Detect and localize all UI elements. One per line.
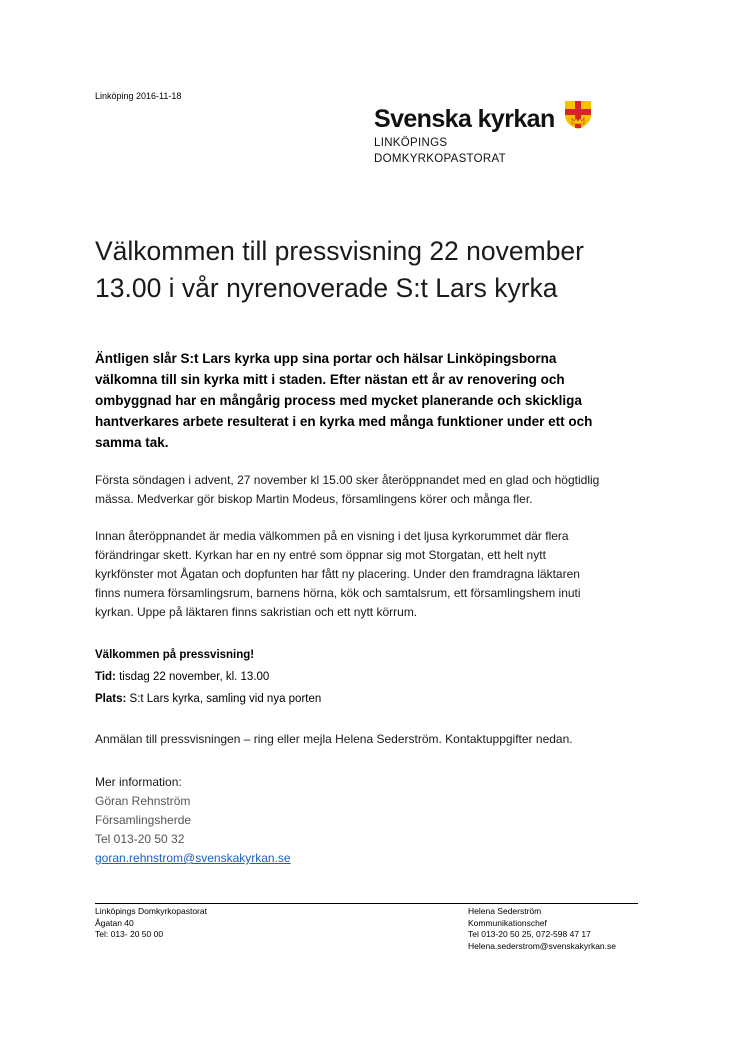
paragraph-line: Första söndagen i advent, 27 november kl 15.00 sker återöppnandet med en glad och högtidlig	[95, 473, 600, 487]
body-paragraph-visit	[95, 527, 665, 622]
paragraph-line: förändringar skett. Kyrkan har en ny entré som öppnar sig mot Storgatan, ett helt nytt	[95, 548, 546, 562]
logo-subtitle-2: DOMKYRKOPASTORAT	[374, 153, 506, 165]
footer-line: Helena.sederstrom@svenskakyrkan.se	[468, 940, 616, 951]
footer-line: Tel 013-20 50 25, 072-598 47 17	[468, 929, 591, 939]
logo-name: Svenska kyrkan	[374, 105, 555, 133]
lead-line: samma tak.	[95, 435, 169, 450]
time-value: tisdag 22 november, kl. 13.00	[115, 671, 270, 683]
contact-name: Göran Rehnström	[95, 794, 191, 808]
lead-line: ombyggnad har en mångårig process med mycket planerande och skickliga	[95, 393, 582, 408]
document-date: Linköping 2016-11-18	[95, 91, 182, 101]
logo-subtitle-1: LINKÖPINGS	[374, 137, 448, 149]
place-label: Plats:	[95, 693, 127, 705]
footer-contact	[468, 906, 616, 952]
press-viewing-info	[95, 644, 655, 710]
footer-line: Ågatan 40	[95, 917, 134, 928]
lead-line: välkomna till sin kyrka mitt i staden. Efter nästan ett år av renovering och	[95, 372, 565, 387]
footer-line: Helena Sederström	[468, 906, 542, 916]
footer-line: Tel: 013- 20 50 00	[95, 929, 164, 939]
footer-divider	[95, 903, 638, 904]
paragraph-line: Innan återöppnandet är media välkommen på en visning i det ljusa kyrkorummet där flera	[95, 529, 569, 543]
lead-paragraph	[95, 348, 655, 453]
svenska-kyrkan-logo	[374, 104, 593, 167]
lead-line: hantverkares arbete resulterat i en kyrka med många funktioner under ett och	[95, 414, 593, 429]
info-heading: Välkommen på pressvisning!	[95, 649, 255, 661]
paragraph-line: mässa. Medverkar gör biskop Martin Modeus, församlingens körer och många fler.	[95, 492, 533, 506]
footer-address	[95, 906, 207, 941]
title-line: Välkommen till pressvisning 22 november	[95, 236, 584, 266]
more-info-heading: Mer information:	[95, 775, 182, 789]
church-shield-icon	[563, 100, 593, 135]
contact-email-link[interactable]: goran.rehnstrom@svenskakyrkan.se	[95, 851, 291, 865]
paragraph-line: finns numera församlingsrum, barnens hörna, kök och samtalsrum, ett församlingshem inuti	[95, 586, 581, 600]
lead-line: Äntligen slår S:t Lars kyrka upp sina portar och hälsar Linköpingsborna	[95, 351, 557, 366]
contact-more-info	[95, 773, 291, 868]
footer-line: Linköpings Domkyrkopastorat	[95, 906, 207, 916]
paragraph-line: kyrkan. Uppe på läktaren finns sakristian och ett nytt körrum.	[95, 605, 418, 619]
time-label: Tid:	[95, 671, 116, 683]
contact-phone: Tel 013-20 50 32	[95, 832, 185, 846]
signup-text: Anmälan till pressvisningen – ring eller mejla Helena Sederström. Kontaktuppgifter nedan.	[95, 732, 573, 746]
place-value: S:t Lars kyrka, samling vid nya porten	[126, 693, 322, 705]
contact-role: Församlingsherde	[95, 813, 192, 827]
body-paragraph-advent	[95, 471, 665, 509]
paragraph-line: kyrkfönster mot Ågatan och dopfunten har fått ny placering. Under den framdragna läktaren	[95, 567, 580, 581]
page-title	[95, 233, 695, 307]
title-line: 13.00 i vår nyrenoverade S:t Lars kyrka	[95, 273, 558, 303]
footer-line: Kommunikationschef	[468, 917, 547, 928]
